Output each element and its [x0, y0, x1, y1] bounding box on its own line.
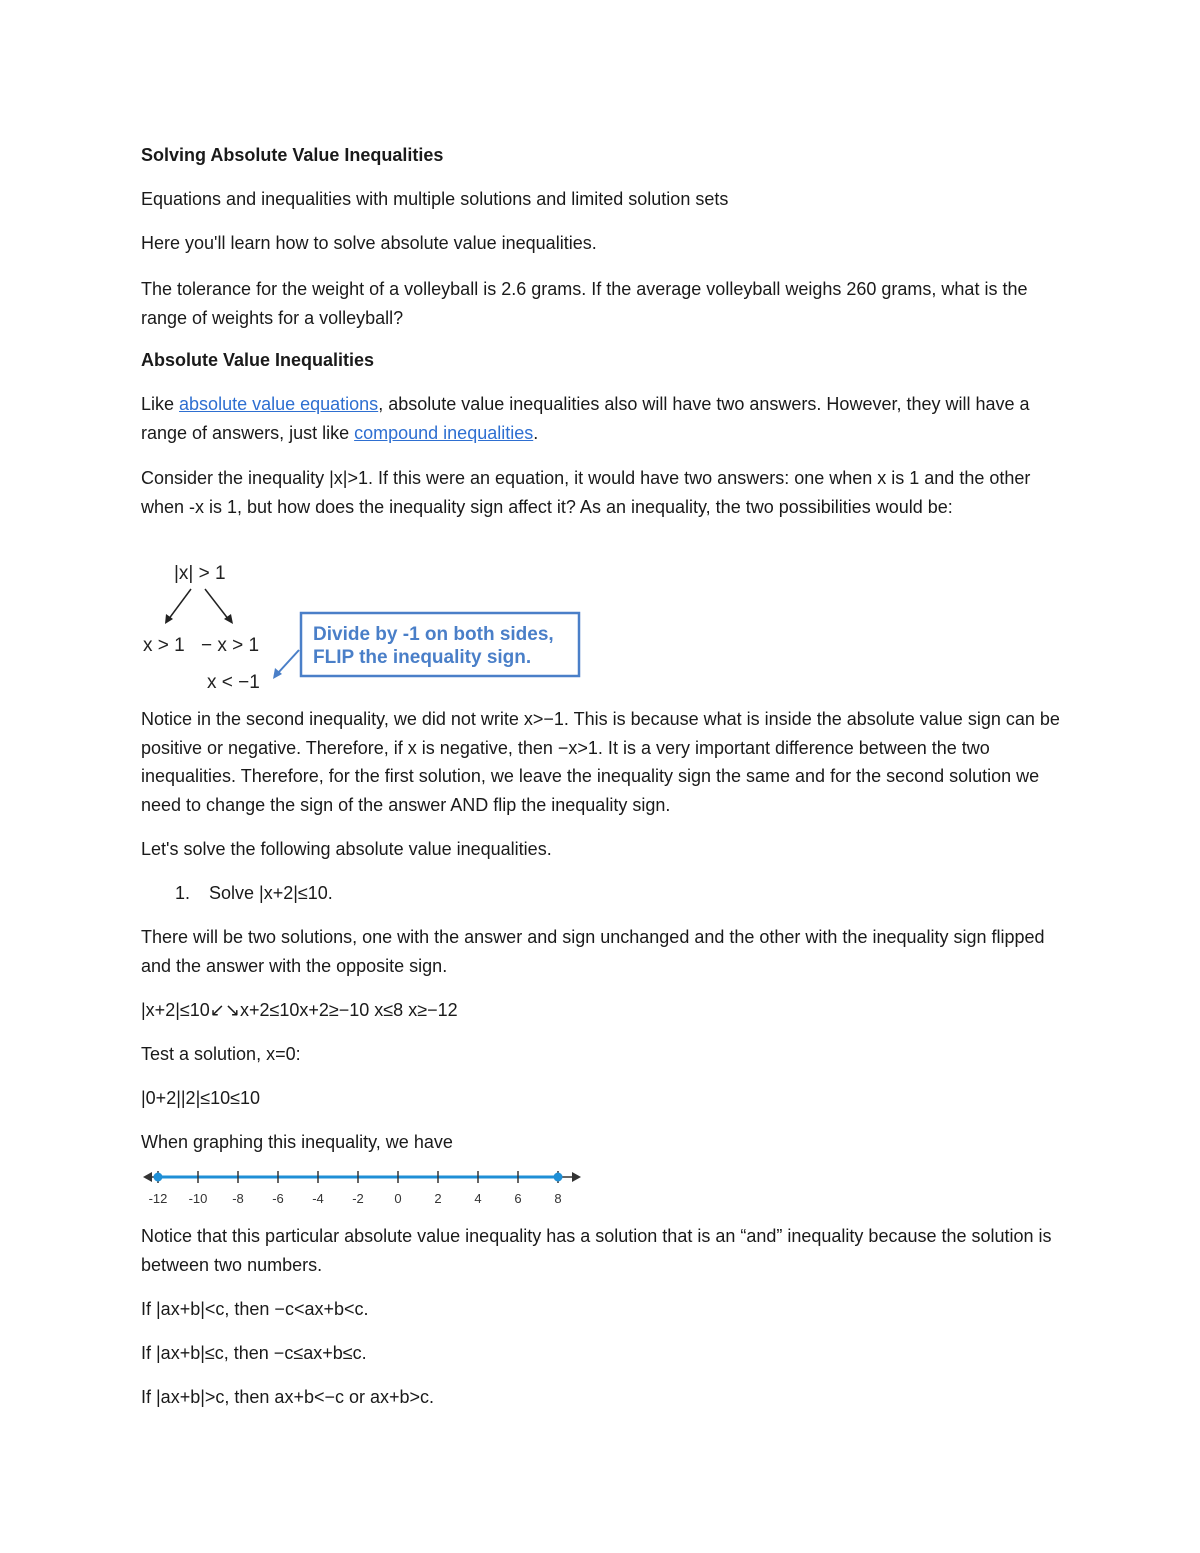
list-item-text: Solve |x+2|≤10.	[209, 883, 333, 903]
para1-before: Like	[141, 394, 180, 414]
paragraph-like	[141, 390, 1061, 447]
subtitle: Equations and inequalities with multiple solutions and limited solution sets	[141, 189, 729, 209]
compound-inequalities-link[interactable]: compound inequalities	[354, 422, 534, 443]
paragraph-graphing: When graphing this inequality, we have	[141, 1132, 453, 1152]
callout-line-1: Divide by -1 on both sides,	[313, 624, 554, 645]
work-line-2: |0+2||2|≤10≤10	[141, 1088, 261, 1108]
number-line-left-arrow	[143, 1172, 152, 1182]
absolute-value-equations-link[interactable]: absolute value equations	[179, 394, 379, 414]
intro-paragraph: Here you'll learn how to solve absolute value inequalities.	[141, 233, 597, 253]
tick-label: 8	[554, 1191, 562, 1206]
list-item	[141, 879, 1061, 908]
number-line-right-arrow	[572, 1172, 581, 1182]
endpoint-right	[554, 1173, 563, 1182]
arrow-left-line	[168, 589, 191, 620]
paragraph-and-inequality: Notice that this particular absolute value inequality has a solution that is an “and” inequality because the solution is between two numbers.	[141, 1226, 1052, 1275]
tick-label: -6	[272, 1191, 284, 1206]
para1-middle: , absolute value inequalities also will have two answers. However, they will have a range of answers, just like	[141, 394, 1030, 443]
endpoint-left	[154, 1173, 163, 1182]
page-title: Solving Absolute Value Inequalities	[141, 145, 444, 165]
paragraph-lets-solve: Let's solve the following absolute value inequalities.	[141, 839, 552, 859]
number-line	[141, 1165, 591, 1210]
tick-label: 4	[474, 1191, 482, 1206]
tick-label: -12	[148, 1191, 168, 1206]
diagram-top-inequality: |x| > 1	[174, 563, 226, 584]
tick-label: -10	[188, 1191, 208, 1206]
paragraph-consider: Consider the inequality |x|>1. If this were an equation, it would have two answers: one when x is 1 and the other when -x is 1, but how does the inequality sign affect it? As an inequality, the two possibilities would be:	[141, 468, 1031, 517]
tick-label: -2	[352, 1191, 364, 1206]
para1-after: .	[533, 422, 539, 443]
problem-paragraph: The tolerance for the weight of a volleyball is 2.6 grams. If the average volleyball weighs 260 grams, what is the range of weights for a volleyball?	[141, 279, 1028, 328]
paragraph-notice: Notice in the second inequality, we did not write x>−1. This is because what is inside the absolute value sign can be positive or negative. Therefore, if x is negative, then −x>1. It is a very important difference between the two inequalities. Therefore, for the first solution, we leave the inequality sign the same and for the second solution we need to change the sign of the answer AND flip the inequality sign.	[141, 709, 1060, 815]
work-line-1: |x+2|≤10↙↘x+2≤10x+2≥−10 x≤8 x≥−12	[141, 1000, 458, 1020]
tick-label: 0	[394, 1191, 402, 1206]
callout-line-2: FLIP the inequality sign.	[313, 647, 532, 668]
section-heading: Absolute Value Inequalities	[141, 350, 375, 370]
paragraph-two-solutions: There will be two solutions, one with the answer and sign unchanged and the other with the inequality sign flipped and the answer with the opposite sign.	[141, 927, 1045, 976]
tick-label: -8	[232, 1191, 244, 1206]
tick-label: 6	[514, 1191, 522, 1206]
paragraph-test-solution: Test a solution, x=0:	[141, 1044, 301, 1064]
diagram-right-inequality: − x > 1	[201, 635, 260, 656]
tick-label: 2	[434, 1191, 442, 1206]
rule-greater-than: If |ax+b|>c, then ax+b<−c or ax+b>c.	[141, 1387, 435, 1407]
diagram-left-inequality: x > 1	[143, 635, 185, 656]
diagram-result-inequality: x < −1	[207, 672, 260, 693]
list-item-number: 1.	[175, 883, 191, 903]
arrow-right-line	[205, 589, 229, 620]
inequality-split-diagram	[141, 558, 591, 698]
tick-label: -4	[312, 1191, 324, 1206]
rule-less-than: If |ax+b|<c, then −c<ax+b<c.	[141, 1299, 369, 1319]
callout-pointer-line	[278, 650, 299, 673]
rule-less-equal: If |ax+b|≤c, then −c≤ax+b≤c.	[141, 1343, 367, 1363]
